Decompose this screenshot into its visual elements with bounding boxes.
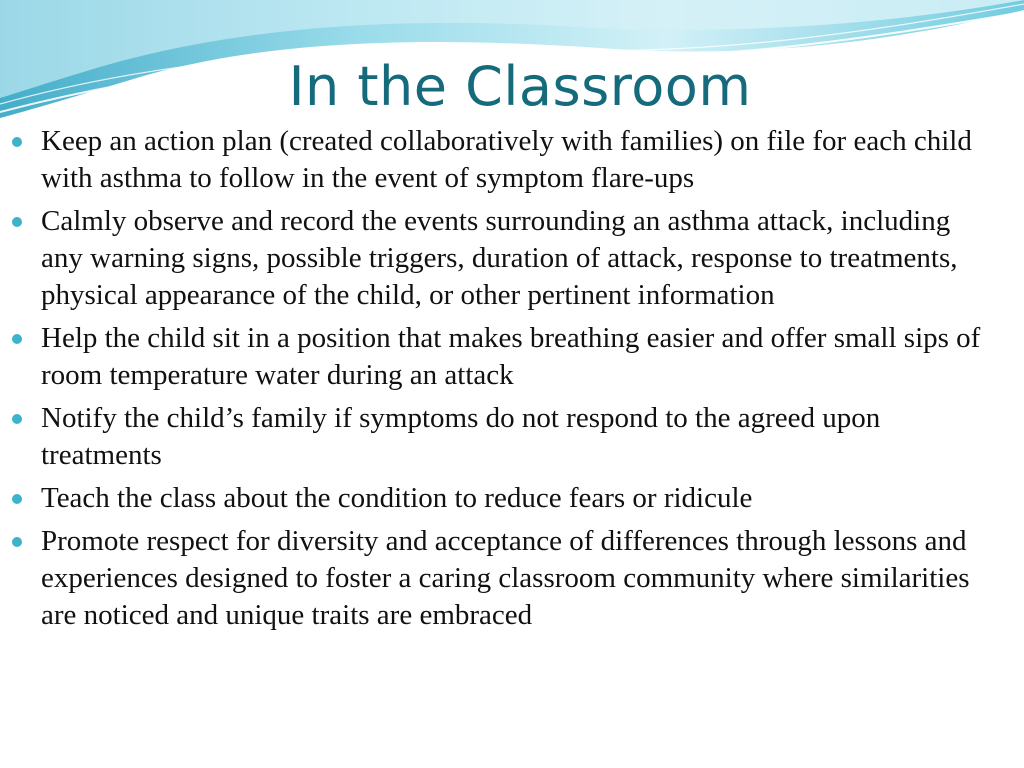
bullet-marker-icon (12, 334, 22, 344)
bullet-marker-icon (12, 494, 22, 504)
bullet-text: Keep an action plan (created collaboratively with families) on file for each child with asthma to follow in the event of symptom flare-ups (41, 125, 972, 194)
bullet-item (0, 123, 1000, 197)
bullet-text: Teach the class about the condition to reduce fears or ridicule (41, 482, 753, 514)
bullet-list (0, 123, 1000, 640)
bullet-marker-icon (12, 217, 22, 227)
bullet-text: Promote respect for diversity and acceptance of differences through lessons and experiences designed to foster a caring classroom community where similarities are noticed and unique traits are embraced (41, 525, 970, 631)
slide-title: In the Classroom (288, 55, 752, 118)
bullet-text: Help the child sit in a position that makes breathing easier and offer small sips of room temperature water during an attack (41, 322, 981, 391)
bullet-item (0, 320, 1000, 394)
bullet-marker-icon (12, 414, 22, 424)
bullet-text: Calmly observe and record the events surrounding an asthma attack, including any warning signs, possible triggers, duration of attack, response to treatments, physical appearance of the child, or other pertinent information (41, 205, 958, 311)
bullet-item (0, 523, 1000, 634)
bullet-marker-icon (12, 537, 22, 547)
bullet-item (0, 480, 1000, 517)
bullet-marker-icon (12, 137, 22, 147)
bullet-item (0, 203, 1000, 314)
bullet-text: Notify the child’s family if symptoms do not respond to the agreed upon treatments (41, 402, 881, 471)
bullet-item (0, 400, 1000, 474)
